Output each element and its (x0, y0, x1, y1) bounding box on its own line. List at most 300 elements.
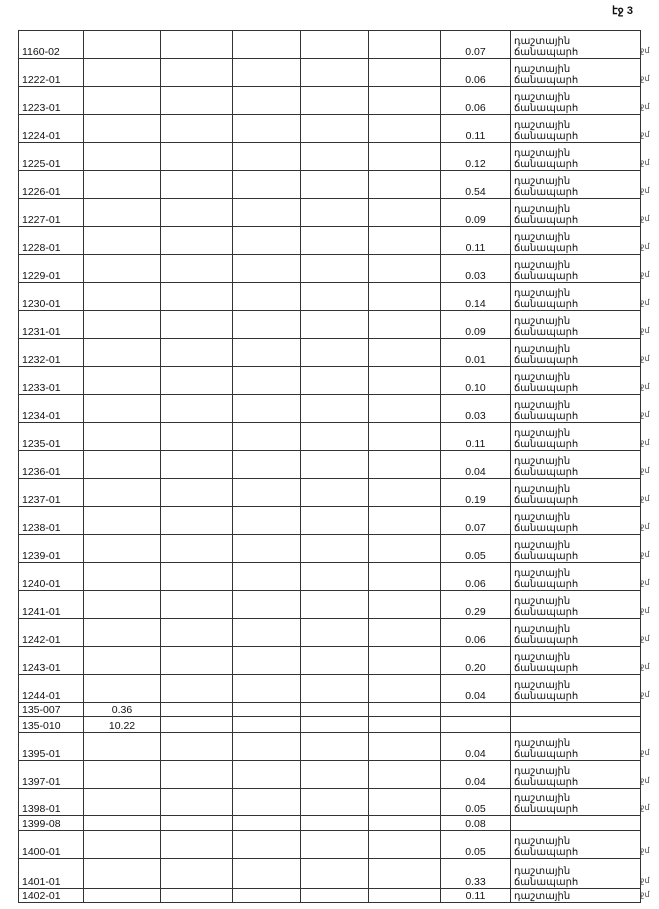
empty-cell (301, 859, 369, 889)
empty-cell (233, 423, 301, 451)
value-cell: 0.36 (84, 703, 161, 717)
area-cell: 0.01 (441, 339, 511, 367)
area-cell: 0.07 (441, 31, 511, 59)
empty-cell (301, 227, 369, 255)
empty-cell (301, 479, 369, 507)
table-row (19, 171, 641, 199)
parcel-code: 1399-08 (19, 816, 84, 831)
description-line: ճանապարհ (514, 298, 579, 310)
description-line: դաշտային (514, 836, 571, 847)
empty-cell (369, 311, 441, 339)
table-row (19, 647, 641, 675)
description-line: ճանապարհ (514, 522, 579, 534)
empty-cell (233, 311, 301, 339)
description-line: դաշտային (514, 344, 571, 355)
table-row (19, 227, 641, 255)
parcel-code: 1395-01 (19, 733, 84, 761)
empty-cell (369, 423, 441, 451)
table-row (19, 31, 641, 59)
empty-cell (369, 367, 441, 395)
empty-cell (233, 647, 301, 675)
empty-cell (161, 789, 233, 816)
parcel-code: 1226-01 (19, 171, 84, 199)
parcel-code: 135-010 (19, 717, 84, 733)
margin-mark: ջմ (640, 242, 650, 251)
table-row (19, 451, 641, 479)
empty-cell (301, 311, 369, 339)
margin-mark: ջմ (640, 466, 650, 475)
empty-cell (233, 451, 301, 479)
empty-cell (161, 831, 233, 859)
empty-cell (233, 367, 301, 395)
area-cell: 0.08 (441, 816, 511, 831)
value-cell (84, 889, 161, 903)
value-cell (84, 283, 161, 311)
empty-cell (301, 717, 369, 733)
description-line: ճանապարհ (514, 186, 579, 198)
description-line: դաշտային (514, 568, 571, 579)
empty-cell (233, 59, 301, 87)
parcel-code: 1397-01 (19, 761, 84, 789)
empty-cell (301, 395, 369, 423)
empty-cell (369, 789, 441, 816)
description-cell (511, 227, 641, 255)
empty-cell (161, 311, 233, 339)
table-row (19, 675, 641, 703)
empty-cell (301, 423, 369, 451)
description-line: ճանապարհ (514, 158, 579, 170)
empty-cell (161, 255, 233, 283)
empty-cell (301, 647, 369, 675)
value-cell (84, 199, 161, 227)
parcel-code: 1225-01 (19, 143, 84, 171)
table-row (19, 831, 641, 859)
empty-cell (161, 87, 233, 115)
area-cell: 0.14 (441, 283, 511, 311)
parcel-code: 1232-01 (19, 339, 84, 367)
description-cell (511, 255, 641, 283)
value-cell (84, 255, 161, 283)
parcel-code: 1222-01 (19, 59, 84, 87)
empty-cell (301, 59, 369, 87)
description-line: դաշտային (514, 793, 571, 804)
parcel-code: 1239-01 (19, 535, 84, 563)
value-cell (84, 591, 161, 619)
area-cell: 0.04 (441, 451, 511, 479)
value-cell (84, 143, 161, 171)
description-line: ճանապարհ (514, 803, 579, 815)
empty-cell (233, 143, 301, 171)
description-line: դաշտային (514, 512, 571, 523)
empty-cell (369, 451, 441, 479)
table-row (19, 889, 641, 903)
empty-cell (233, 816, 301, 831)
margin-mark: ջմ (640, 662, 650, 671)
parcel-code: 1229-01 (19, 255, 84, 283)
empty-cell (233, 31, 301, 59)
parcel-code: 1236-01 (19, 451, 84, 479)
empty-cell (369, 199, 441, 227)
empty-cell (369, 619, 441, 647)
area-cell (441, 717, 511, 733)
parcel-code: 1233-01 (19, 367, 84, 395)
empty-cell (369, 591, 441, 619)
area-cell: 0.04 (441, 675, 511, 703)
description-cell (511, 367, 641, 395)
empty-cell (161, 816, 233, 831)
description-line: ճանապարհ (514, 748, 579, 760)
description-cell (511, 451, 641, 479)
description-cell (511, 59, 641, 87)
parcel-code: 1401-01 (19, 859, 84, 889)
margin-mark: ջմ (640, 606, 650, 615)
empty-cell (369, 255, 441, 283)
empty-cell (161, 59, 233, 87)
empty-cell (369, 115, 441, 143)
parcel-code: 1238-01 (19, 507, 84, 535)
margin-mark: ջմ (640, 410, 650, 419)
parcel-code: 1230-01 (19, 283, 84, 311)
description-line: դաշտային (514, 652, 571, 663)
area-cell: 0.04 (441, 761, 511, 789)
margin-mark: ջմ (640, 158, 650, 167)
value-cell (84, 31, 161, 59)
parcel-code: 1242-01 (19, 619, 84, 647)
parcel-code: 1235-01 (19, 423, 84, 451)
parcel-code: 1398-01 (19, 789, 84, 816)
description-cell (511, 733, 641, 761)
empty-cell (301, 563, 369, 591)
empty-cell (161, 859, 233, 889)
table-row (19, 733, 641, 761)
table-row (19, 761, 641, 789)
description-cell (511, 171, 641, 199)
margin-mark: ջմ (640, 186, 650, 195)
area-cell: 0.06 (441, 87, 511, 115)
area-cell: 0.11 (441, 115, 511, 143)
area-cell: 0.03 (441, 255, 511, 283)
empty-cell (161, 717, 233, 733)
margin-mark: ջմ (640, 776, 650, 785)
empty-cell (369, 143, 441, 171)
empty-cell (161, 761, 233, 789)
empty-cell (369, 675, 441, 703)
table-row (19, 339, 641, 367)
description-cell (511, 115, 641, 143)
table-row (19, 563, 641, 591)
empty-cell (301, 733, 369, 761)
area-cell: 0.05 (441, 789, 511, 816)
area-cell: 0.11 (441, 227, 511, 255)
empty-cell (233, 171, 301, 199)
empty-cell (369, 647, 441, 675)
margin-mark: ջմ (640, 876, 650, 885)
margin-mark: ջմ (640, 354, 650, 363)
empty-cell (161, 675, 233, 703)
empty-cell (233, 619, 301, 647)
empty-cell (301, 816, 369, 831)
description-cell (511, 703, 641, 717)
area-cell: 0.33 (441, 859, 511, 889)
margin-mark: ջմ (640, 382, 650, 391)
parcel-code: 1227-01 (19, 199, 84, 227)
empty-cell (161, 563, 233, 591)
value-cell: 10.22 (84, 717, 161, 733)
empty-cell (233, 255, 301, 283)
margin-mark: ջմ (640, 522, 650, 531)
empty-cell (233, 87, 301, 115)
empty-cell (233, 733, 301, 761)
parcel-code: 1241-01 (19, 591, 84, 619)
empty-cell (161, 703, 233, 717)
empty-cell (233, 395, 301, 423)
empty-cell (301, 703, 369, 717)
empty-cell (161, 31, 233, 59)
description-line: դաշտային (514, 232, 571, 243)
margin-mark: ջմ (640, 634, 650, 643)
empty-cell (233, 831, 301, 859)
description-line: դաշտային (514, 866, 571, 877)
area-cell: 0.09 (441, 311, 511, 339)
area-cell: 0.54 (441, 171, 511, 199)
description-line: ճանապարհ (514, 846, 579, 858)
parcel-code: 1231-01 (19, 311, 84, 339)
empty-cell (369, 717, 441, 733)
empty-cell (369, 859, 441, 889)
empty-cell (161, 143, 233, 171)
value-cell (84, 311, 161, 339)
table-row (19, 423, 641, 451)
table-row (19, 703, 641, 717)
description-line: ճանապարհ (514, 662, 579, 674)
empty-cell (161, 199, 233, 227)
empty-cell (369, 761, 441, 789)
empty-cell (161, 423, 233, 451)
margin-mark: ջմ (640, 690, 650, 699)
margin-mark: ջմ (640, 298, 650, 307)
parcel-code: 1160-02 (19, 31, 84, 59)
description-line: դաշտային (514, 484, 571, 495)
value-cell (84, 789, 161, 816)
empty-cell (369, 283, 441, 311)
description-line: դաշտային (514, 428, 571, 439)
description-cell (511, 283, 641, 311)
description-line: դաշտային (514, 540, 571, 551)
description-cell (511, 717, 641, 733)
value-cell (84, 87, 161, 115)
parcel-code: 1244-01 (19, 675, 84, 703)
description-cell (511, 831, 641, 859)
empty-cell (369, 889, 441, 903)
description-line: ճանապարհ (514, 130, 579, 142)
empty-cell (369, 816, 441, 831)
description-line: ճանապարհ (514, 74, 579, 86)
empty-cell (369, 59, 441, 87)
empty-cell (161, 367, 233, 395)
area-cell: 0.07 (441, 507, 511, 535)
description-cell (511, 423, 641, 451)
area-cell: 0.29 (441, 591, 511, 619)
empty-cell (161, 115, 233, 143)
empty-cell (233, 703, 301, 717)
empty-cell (301, 535, 369, 563)
area-cell: 0.06 (441, 59, 511, 87)
empty-cell (161, 619, 233, 647)
table-row (19, 619, 641, 647)
description-cell (511, 619, 641, 647)
margin-mark: ջմ (640, 102, 650, 111)
empty-cell (161, 339, 233, 367)
margin-mark: ջմ (640, 438, 650, 447)
empty-cell (233, 115, 301, 143)
value-cell (84, 563, 161, 591)
value-cell (84, 423, 161, 451)
empty-cell (301, 339, 369, 367)
empty-cell (369, 171, 441, 199)
empty-cell (161, 171, 233, 199)
empty-cell (369, 703, 441, 717)
empty-cell (369, 507, 441, 535)
empty-cell (233, 199, 301, 227)
description-line: ճանապարհ (514, 438, 579, 450)
parcel-code: 1402-01 (19, 889, 84, 903)
description-line: ճանապարհ (514, 214, 579, 226)
description-cell (511, 507, 641, 535)
margin-mark: ջմ (640, 550, 650, 559)
value-cell (84, 59, 161, 87)
area-cell: 0.09 (441, 199, 511, 227)
description-cell (511, 591, 641, 619)
parcel-code: 1237-01 (19, 479, 84, 507)
description-line: դաշտային (514, 890, 571, 902)
empty-cell (301, 761, 369, 789)
value-cell (84, 675, 161, 703)
value-cell (84, 395, 161, 423)
parcel-code: 1223-01 (19, 87, 84, 115)
parcel-code: 1400-01 (19, 831, 84, 859)
table-row (19, 395, 641, 423)
empty-cell (233, 761, 301, 789)
margin-mark: ջմ (640, 46, 650, 55)
empty-cell (161, 733, 233, 761)
description-cell (511, 816, 641, 831)
margin-mark: ջմ (640, 74, 650, 83)
area-cell: 0.03 (441, 395, 511, 423)
description-line: ճանապարհ (514, 102, 579, 114)
margin-mark: ջմ (640, 890, 650, 899)
description-line: դաշտային (514, 766, 571, 777)
empty-cell (233, 507, 301, 535)
empty-cell (301, 87, 369, 115)
table-row (19, 283, 641, 311)
description-line: ճանապարհ (514, 466, 579, 478)
empty-cell (233, 675, 301, 703)
empty-cell (233, 339, 301, 367)
value-cell (84, 367, 161, 395)
parcel-code: 1234-01 (19, 395, 84, 423)
parcel-code: 135-007 (19, 703, 84, 717)
value-cell (84, 831, 161, 859)
empty-cell (369, 395, 441, 423)
description-line: ճանապարհ (514, 354, 579, 366)
description-line: ճանապարհ (514, 578, 579, 590)
empty-cell (369, 563, 441, 591)
table-row (19, 717, 641, 733)
description-cell (511, 859, 641, 889)
description-line: դաշտային (514, 64, 571, 75)
empty-cell (301, 675, 369, 703)
margin-mark: ջմ (640, 326, 650, 335)
table-row (19, 311, 641, 339)
empty-cell (301, 451, 369, 479)
description-cell (511, 647, 641, 675)
land-parcel-table (18, 30, 641, 903)
description-line: ճանապարհ (514, 382, 579, 394)
value-cell (84, 115, 161, 143)
empty-cell (233, 889, 301, 903)
area-cell: 0.05 (441, 535, 511, 563)
description-line: ճանապարհ (514, 410, 579, 422)
empty-cell (161, 395, 233, 423)
description-cell (511, 563, 641, 591)
value-cell (84, 451, 161, 479)
empty-cell (233, 283, 301, 311)
description-line: դաշտային (514, 400, 571, 411)
margin-mark: ջմ (640, 803, 650, 812)
description-line: դաշտային (514, 288, 571, 299)
area-cell: 0.05 (441, 831, 511, 859)
table-row (19, 199, 641, 227)
description-line: ճանապարհ (514, 242, 579, 254)
description-cell (511, 143, 641, 171)
value-cell (84, 507, 161, 535)
empty-cell (369, 535, 441, 563)
description-line: ճանապարհ (514, 46, 579, 58)
empty-cell (233, 717, 301, 733)
margin-mark: ջմ (640, 270, 650, 279)
description-line: դաշտային (514, 120, 571, 131)
empty-cell (369, 339, 441, 367)
table-row (19, 507, 641, 535)
area-cell: 0.04 (441, 733, 511, 761)
table-row (19, 816, 641, 831)
description-line: դաշտային (514, 738, 571, 749)
empty-cell (301, 171, 369, 199)
description-line: ճանապարհ (514, 326, 579, 338)
description-cell (511, 31, 641, 59)
page-number: էջ 3 (612, 5, 633, 17)
empty-cell (301, 619, 369, 647)
description-cell (511, 311, 641, 339)
empty-cell (301, 199, 369, 227)
value-cell (84, 479, 161, 507)
description-cell (511, 535, 641, 563)
area-cell: 0.12 (441, 143, 511, 171)
area-cell: 0.11 (441, 423, 511, 451)
table-row (19, 535, 641, 563)
description-line: դաշտային (514, 260, 571, 271)
description-line: ճանապարհ (514, 606, 579, 618)
description-line: դաշտային (514, 204, 571, 215)
area-cell: 0.06 (441, 563, 511, 591)
description-cell (511, 675, 641, 703)
empty-cell (369, 227, 441, 255)
area-cell: 0.20 (441, 647, 511, 675)
table-row (19, 143, 641, 171)
margin-mark: ջմ (640, 578, 650, 587)
area-cell: 0.19 (441, 479, 511, 507)
description-line: ճանապարհ (514, 270, 579, 282)
